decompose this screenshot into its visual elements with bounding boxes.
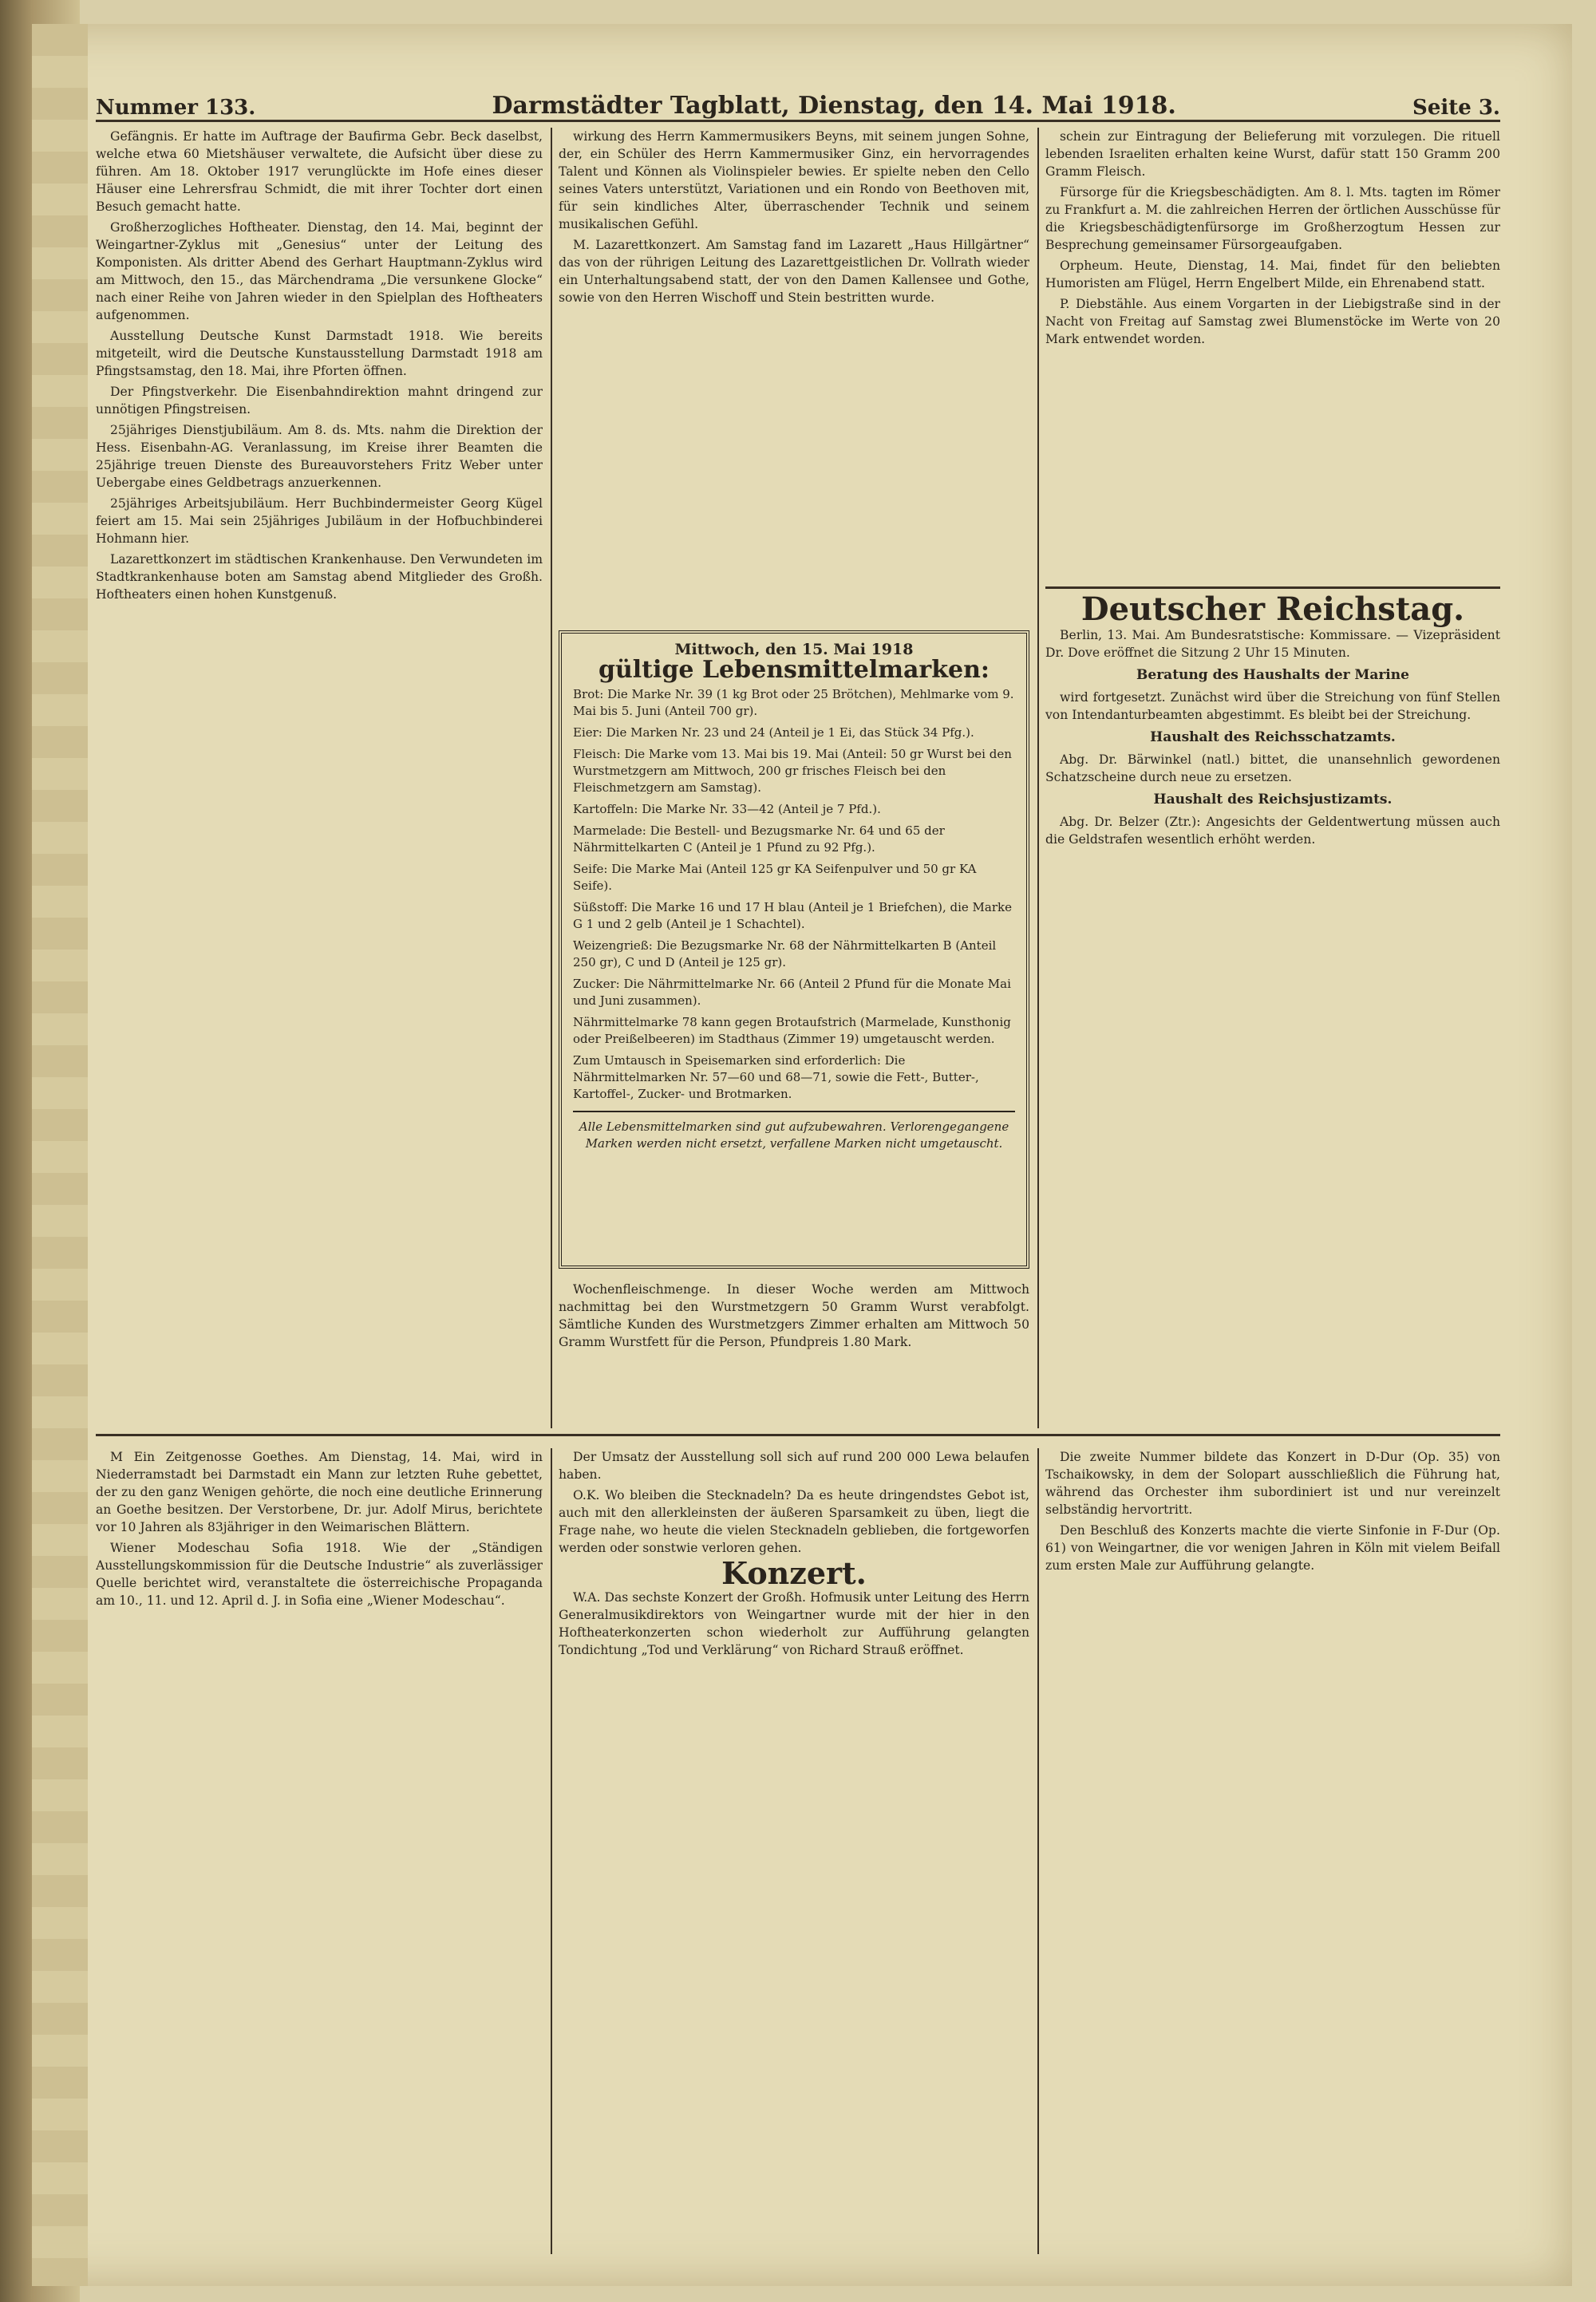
notice-item: Weizengrieß: Die Bezugsmarke Nr. 68 der Nährmittelkarten B (Anteil 250 gr), C und D (Anteil je 125 gr). [573,938,997,969]
notice-item: Eier: Die Marken Nr. 23 und 24 (Anteil je 1 Ei, das Stück 34 Pfg.). [573,725,974,740]
column-divider [1037,128,1039,1428]
article-paragraph: Ausstellung Deutsche Kunst Darmstadt 1918. Wie bereits mitgeteilt, wird die Deutsche Kunstausstellung Darmstadt 1918 am Pfingstsamstag, den 18. Mai, ihre Pforten öffnen. [96,329,543,378]
lower-column-1 [96,1448,543,2254]
article-paragraph: wird fortgesetzt. Zunächst wird über die Streichung von fünf Stellen von Intendanturbeamten abgestimmt. Es bleibt bei der Streichung. [1045,690,1500,722]
column-divider [1037,1448,1039,2254]
column-divider [551,1448,552,2254]
notice-date: Mittwoch, den 15. Mai 1918 [674,641,914,658]
page-number: Seite 3. [1412,96,1500,120]
article-paragraph: 25jähriges Arbeitsjubiläum. Herr Buchbindermeister Georg Kügel feiert am 15. Mai sein 25jähriges Jubiläum in der Hofbuchbinderei Hohmann hier. [96,496,543,546]
article-paragraph: O.K. Wo bleiben die Stecknadeln? Da es heute dringendstes Gebot ist, auch mit den allerkleinsten der äußeren Sparsamkeit zu üben, liegt die Frage nahe, wo heute die vielen Stecknadeln geblieben, die fortgeworfen werden oder sonstwie verloren gehen. [559,1488,1029,1555]
article-paragraph: Der Umsatz der Ausstellung soll sich auf rund 200 000 Lewa belaufen haben. [559,1450,1029,1482]
article-paragraph: Berlin, 13. Mai. Am Bundesratstische: Kommissare. — Vizepräsident Dr. Dove eröffnet die Sitzung 2 Uhr 15 Minuten. [1045,628,1500,660]
issue-number: Nummer 133. [96,96,256,120]
article-paragraph: Abg. Dr. Belzer (Ztr.): Angesichts der Geldentwertung müssen auch die Geldstrafen wesentlich erhöht werden. [1045,815,1500,847]
notice-item: Fleisch: Die Marke vom 13. Mai bis 19. Mai (Anteil: 50 gr Wurst bei den Wurstmetzgern am Mittwoch, 200 gr frisches Fleisch bei den Fleischmetzgern am Samstag). [573,747,1012,795]
article-paragraph: Die zweite Nummer bildete das Konzert in D-Dur (Op. 35) von Tschaikowsky, in dem der Solopart ausschließlich die Führung hat, während das Orchester ihm subordiniert ist und nur vereinzelt selbständig hervortritt. [1045,1450,1500,1517]
notice-item: Brot: Die Marke Nr. 39 (1 kg Brot oder 25 Brötchen), Mehlmarke vom 9. Mai bis 5. Juni (Anteil 700 gr). [573,687,1014,718]
lower-column-2 [559,1448,1029,2254]
masthead [96,72,1500,122]
ration-card-notice [559,630,1029,1269]
column-divider [551,128,552,1428]
article-paragraph: Fürsorge für die Kriegsbeschädigten. Am 8. l. Mts. tagten im Römer zu Frankfurt a. M. die zahlreichen Herren der örtlichen Ausschüsse für die Kriegsbeschädigtenfürsorge im Großherzogtum Hessen zur Besprechung gemeinsamer Fürsorgeaufgaben. [1045,185,1500,252]
left-page-edge [32,24,88,2286]
article-paragraph: Gefängnis. Er hatte im Auftrage der Baufirma Gebr. Beck daselbst, welche etwa 60 Mietshäuser verwaltete, die Aufsicht über diese zu führen. Am 18. Oktober 1917 verunglückte im Hofe eines dieser Häuser eine Lehrersfrau Schmidt, die mit ihrer Tochter dort einen Besuch gemacht hatte. [96,129,543,214]
subheading: Haushalt des Reichsjustizamts. [1153,792,1393,807]
lower-column-3 [1045,1448,1500,2254]
article-paragraph: Der Pfingstverkehr. Die Eisenbahndirektion mahnt dringend zur unnötigen Pfingstreisen. [96,385,543,417]
article-paragraph: Lazarettkonzert im städtischen Krankenhause. Den Verwundeten im Stadtkrankenhause boten am Samstag abend Mitglieder des Großh. Hoftheaters einen hohen Kunstgenuß. [96,552,543,602]
article-paragraph: Wochenfleischmenge. In dieser Woche werden am Mittwoch nachmittag bei den Wurstmetzgern 50 Gramm Wurst verabfolgt. Sämtliche Kunden des Wurstmetzgers Zimmer erhalten am Mittwoch 50 Gramm Wurstfett für die Person, Pfundpreis 1.80 Mark. [559,1282,1029,1349]
article-paragraph: Wiener Modeschau Sofia 1918. Wie der „Ständigen Ausstellungskommission für die Deutsche Industrie“ als zuverlässiger Quelle berichtet wird, veranstaltete die österreichische Propaganda am 10., 11. und 12. April d. J. in Sofia eine „Wiener Modeschau“. [96,1541,543,1608]
article-paragraph: Abg. Dr. Bärwinkel (natl.) bittet, die unansehnlich gewordenen Schatzscheine durch neue zu ersetzen. [1045,752,1500,784]
notice-item: Süßstoff: Die Marke 16 und 17 H blau (Anteil je 1 Briefchen), die Marke G 1 und 2 gelb (Anteil je 1 Schachtel). [573,900,1012,931]
concert-heading: Konzert. [721,1555,867,1591]
article-paragraph: Orpheum. Heute, Dienstag, 14. Mai, findet für den beliebten Humoristen am Flügel, Herrn Engelbert Milde, ein Ehrenabend statt. [1045,259,1500,290]
notice-item: Marmelade: Die Bestell- und Bezugsmarke Nr. 64 und 65 der Nährmittelkarten C (Anteil je 1 Pfund zu 92 Pfg.). [573,823,945,855]
column-2-bottom [559,1281,1029,1424]
page-divider [96,1434,1500,1436]
newspaper-title: Darmstädter Tagblatt, Dienstag, den 14. Mai 1918. [492,92,1176,120]
column-1 [96,128,543,1424]
reichstag-heading: Deutscher Reichstag. [1080,594,1465,628]
article-paragraph: M. Lazarettkonzert. Am Samstag fand im Lazarett „Haus Hillgärtner“ das von der rührigen Leitung des Lazarettgeistlichen Dr. Vollrath wieder ein Unterhaltungsabend statt, der von den Damen Kallensee und Gothe, sowie von den Herren Wischoff und Stein bestritten wurde. [559,238,1029,305]
column-3-top [1045,128,1500,575]
article-paragraph: M Ein Zeitgenosse Goethes. Am Dienstag, 14. Mai, wird in Niederramstadt bei Darmstadt ein Mann zur letzten Ruhe gebettet, der zu den ganz Wenigen gehörte, die noch eine deutliche Erinnerung an Goethe besitzen. Der Verstorbene, Dr. jur. Adolf Mirus, berichtete vor 10 Jahren als 83jähriger in den Weimarischen Blättern. [96,1450,543,1534]
notice-item: Zum Umtausch in Speisemarken sind erforderlich: Die Nährmittelmarken Nr. 57—60 und 68—71, sowie die Fett-, Butter-, Kartoffel-, Zucker- und Brotmarken. [573,1053,979,1101]
article-paragraph: 25jähriges Dienstjubiläum. Am 8. ds. Mts. nahm die Direktion der Hess. Eisenbahn-AG. Veranlassung, im Kreise ihrer Beamten die 25jährige treuen Dienste des Bureauvorstehers Fritz Weber unter Uebergabe eines Geldbetrags anzuerkennen. [96,423,543,490]
subheading: Beratung des Haushalts der Marine [1136,667,1409,683]
article-paragraph: schein zur Eintragung der Belieferung mit vorzulegen. Die rituell lebenden Israeliten erhalten keine Wurst, dafür statt 150 Gramm 200 Gramm Fleisch. [1045,129,1500,179]
notice-heading: gültige Lebensmittelmarken: [598,656,990,684]
article-paragraph: W.A. Das sechste Konzert der Großh. Hofmusik unter Leitung des Herrn Generalmusikdirektors von Weingartner wurde mit der hier in den Hoftheaterkonzerten schon wiederholt zur Aufführung gelangten Tondichtung „Tod und Verklärung“ von Richard Strauß eröffnet. [559,1590,1029,1657]
notice-item: Kartoffeln: Die Marke Nr. 33—42 (Anteil je 7 Pfd.). [573,802,881,816]
subheading: Haushalt des Reichsschatzamts. [1150,729,1396,745]
notice-item: Zucker: Die Nährmittelmarke Nr. 66 (Anteil 2 Pfund für die Monate Mai und Juni zusammen). [573,977,1011,1008]
article-paragraph: Den Beschluß des Konzerts machte die vierte Sinfonie in F-Dur (Op. 61) von Weingartner, die vor wenigen Jahren in Köln mit vielem Beifall zum ersten Male zur Aufführung gelangte. [1045,1523,1500,1573]
column-2-top [559,128,1029,622]
reichstag-report [1045,594,1500,1424]
notice-item: Nährmittelmarke 78 kann gegen Brotaufstrich (Marmelade, Kunsthonig oder Preißelbeeren) im Stadthaus (Zimmer 19) umgetauscht werden. [573,1015,1011,1046]
notice-item: Seife: Die Marke Mai (Anteil 125 gr KA Seifenpulver und 50 gr KA Seife). [573,862,977,893]
article-paragraph: wirkung des Herrn Kammermusikers Beyns, mit seinem jungen Sohne, der, ein Schüler des Herrn Kammermusiker Ginz, ein hervorragendes Talent und Können als Violinspieler bewies. Er spielte neben den Cello seines Vaters unterstützt, Variationen und ein Rondo von Beethoven mit, für sein kindliches Alter, überraschender Technik und seinem musikalischen Gefühl. [559,129,1029,231]
article-paragraph: P. Diebstähle. Aus einem Vorgarten in der Liebigstraße sind in der Nacht von Freitag auf Samstag zwei Blumenstöcke im Werte von 20 Mark entwendet worden. [1045,297,1500,346]
notice-footer: Alle Lebensmittelmarken sind gut aufzubewahren. Verlorengegangene Marken werden nicht ersetzt, verfallene Marken nicht umgetauscht. [573,1111,1015,1152]
article-paragraph: Großherzogliches Hoftheater. Dienstag, den 14. Mai, beginnt der Weingartner-Zyklus mit „Genesius“ unter der Leitung des Komponisten. Als dritter Abend des Gerhart Hauptmann-Zyklus wird am Mittwoch, den 15., das Märchendrama „Die versunkene Glocke“ nach einer Reihe von Jahren wieder in den Spielplan des Hoftheaters aufgenommen. [96,220,543,322]
section-divider [1045,586,1500,589]
